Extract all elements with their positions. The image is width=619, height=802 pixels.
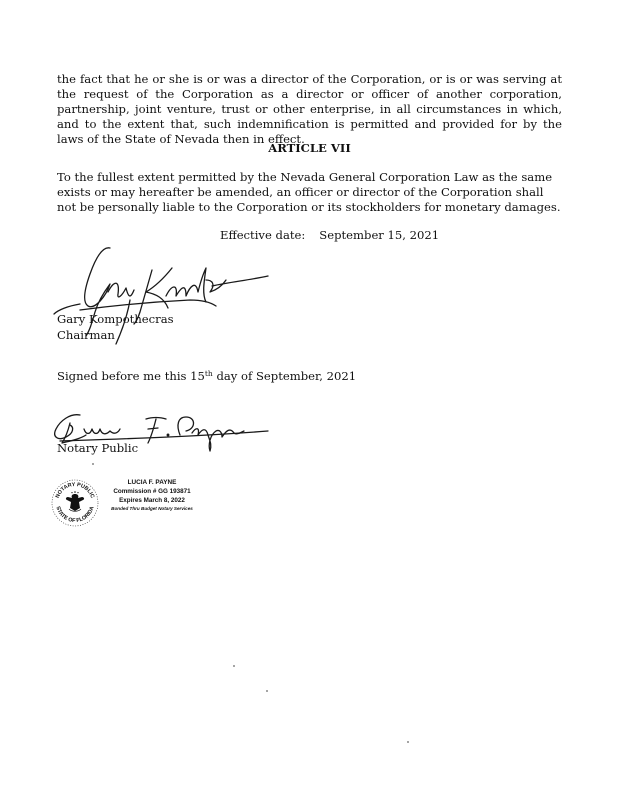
notary-signature [40,405,280,465]
article-heading: ARTICLE VII [268,141,351,155]
notary-public-label: Notary Public [57,441,139,455]
svg-text:STATE OF FLORIDA: STATE OF FLORIDA [54,505,96,525]
stamp-commission: Commission # GG 193871 [113,488,191,495]
ordinal-suffix: th [204,369,213,378]
stamp-notary-name: LUCIA F. PAYNE [127,479,177,486]
svg-text:NOTARY PUBLIC: NOTARY PUBLIC [54,481,96,500]
indemnification-paragraph: the fact that he or she is or was a director of the Corporation, or is or was serving at the request of the Corporation as a director or officer of another corporation, partnership, joint venture, trust or other enterprise, in all circumstances in which, and to the extent that, such indemnification is permitted and provided for by the laws of the State of Nevada then in effect. [57,72,562,146]
liability-paragraph: To the fullest extent permitted by the Nevada General Corporation Law as the same exists or may hereafter be amended, an officer or director of the Corporation shall not be personally liable to the Corporation or its stockholders for monetary damages. [57,170,561,214]
notary-acknowledgment-line [57,369,356,384]
stamp-text [102,478,202,513]
signed-prefix: Signed before me this 15 [57,369,205,383]
chairman-signature-block [40,240,280,350]
florida-seal-icon [50,478,100,528]
notary-signature-block [40,405,280,465]
scan-speck [233,665,235,667]
effective-date-value: September 15, 2021 [319,228,440,242]
signatory-title: Chairman [57,328,115,342]
signed-rest: day of September, 2021 [212,369,357,383]
effective-date-label: Effective date: [220,228,306,242]
signatory-name: Gary Kompothecras [57,312,174,326]
notary-stamp [50,478,200,530]
stamp-bonded: Bonded Thru Budget Notary Services [111,506,193,511]
scan-speck [266,690,268,692]
scan-speck [407,741,409,743]
scan-speck [92,463,94,465]
stamp-expiration: Expires March 8, 2022 [119,497,185,504]
